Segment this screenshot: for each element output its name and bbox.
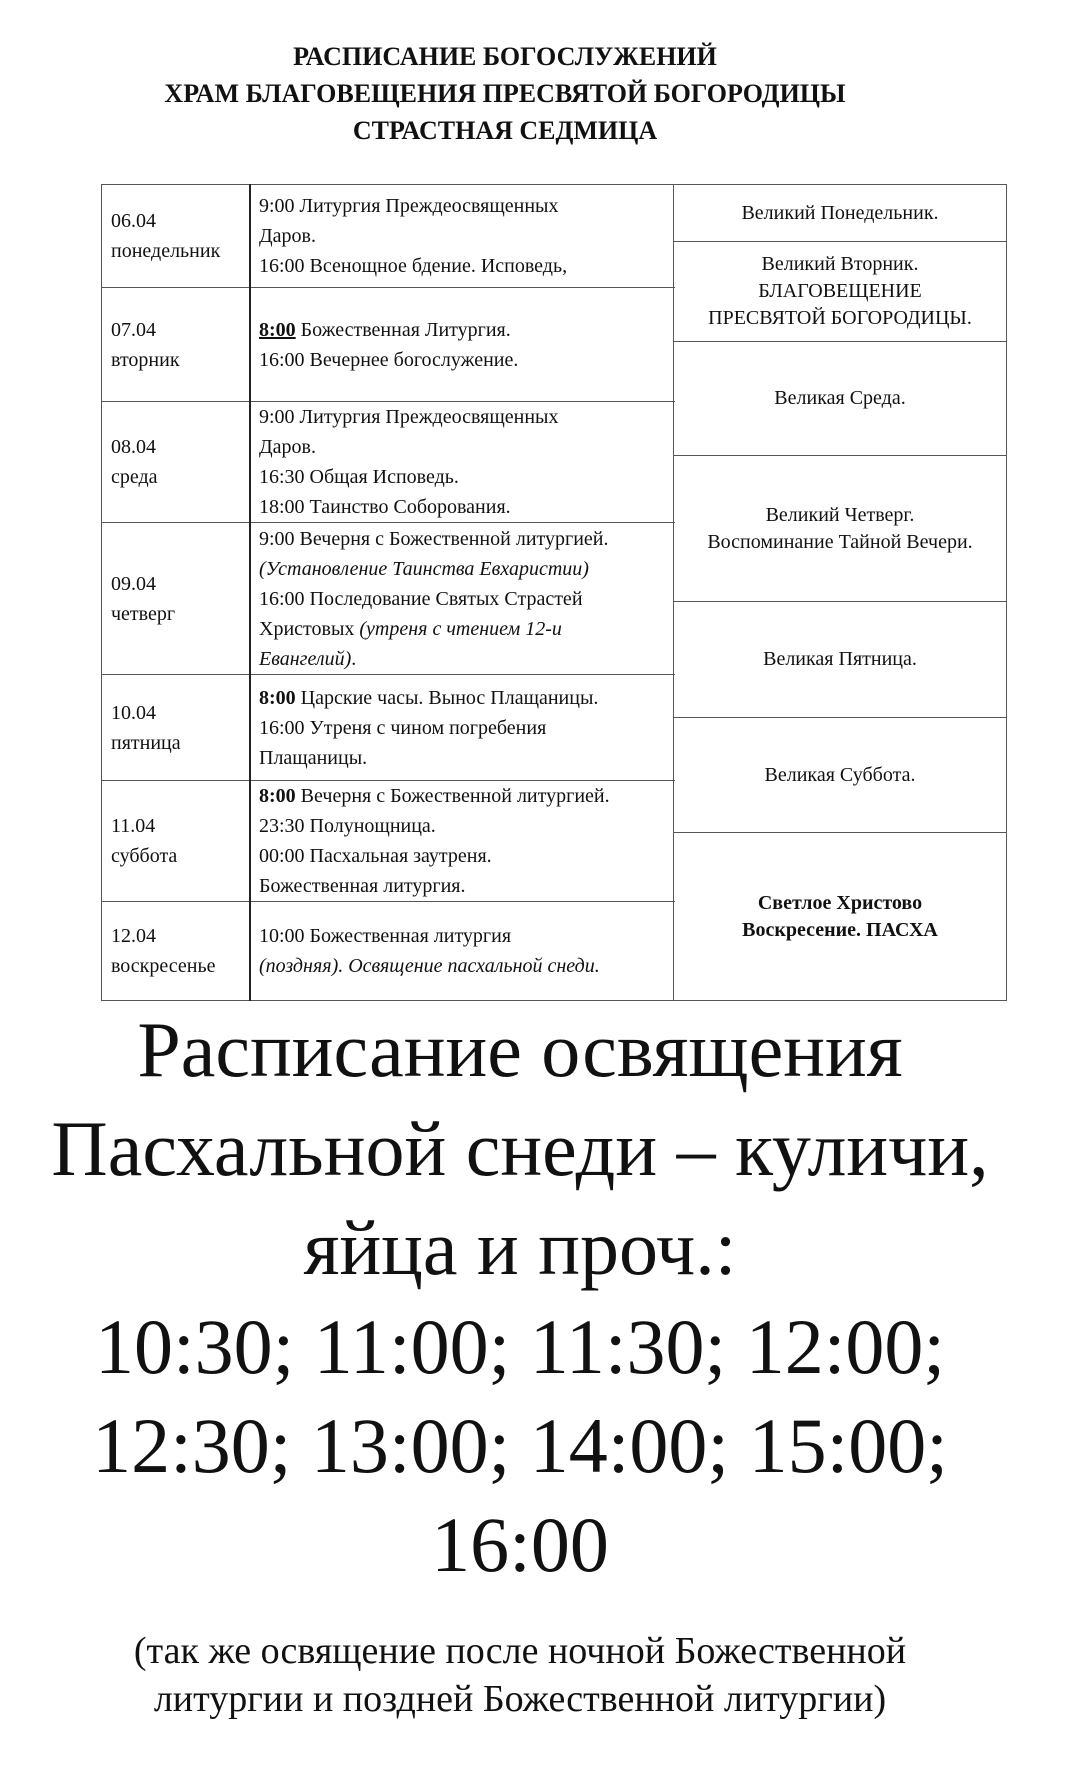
event-text: Плащаницы. <box>259 746 368 769</box>
date-cell <box>102 675 250 781</box>
feast-name <box>763 646 917 673</box>
event-text: 10:00 Божественная литургия <box>259 925 512 947</box>
feast-line: Великий Четверг. <box>765 503 915 526</box>
event-text: Даров. <box>259 436 316 458</box>
feast-name <box>742 890 938 944</box>
feast-cell <box>674 242 1006 342</box>
blessing-times-line: 12:30; 13:00; 14:00; 15:00; <box>92 1402 948 1489</box>
note-line: литургии и поздней Божественной литургии) <box>153 1678 887 1720</box>
event-text: Вечерня с Божественной литургией. <box>295 785 610 807</box>
date: 06.04 <box>111 210 156 232</box>
event-list <box>259 683 598 773</box>
weekday: четверг <box>111 602 176 625</box>
event-line <box>259 713 598 743</box>
feast-name <box>741 200 938 227</box>
blessing-heading-line: Расписание освящения <box>137 1006 903 1093</box>
event-line <box>259 462 558 492</box>
event-text: 16:00 Последование Святых Страстей <box>259 587 583 610</box>
event-text: 16:00 Утреня с чином погребения <box>259 716 547 739</box>
event-list <box>259 781 610 901</box>
event-text: 9:00 Литургия Преждеосвященных <box>259 195 559 217</box>
feast-line: ПРЕСВЯТОЙ БОГОРОДИЦЫ. <box>708 307 972 329</box>
events-cell <box>251 184 675 288</box>
feast-line: Светлое Христово <box>757 891 923 914</box>
event-line <box>259 921 600 951</box>
date: 12.04 <box>111 925 156 947</box>
event-line <box>259 743 598 773</box>
event-line <box>259 524 608 554</box>
date-cell <box>102 902 250 1001</box>
feast-name <box>774 385 905 412</box>
title-line-2: ХРАМ БЛАГОВЕЩЕНИЯ ПРЕСВЯТОЙ БОГОРОДИЦЫ <box>164 79 846 108</box>
date-column <box>101 184 250 1001</box>
event-text: Христовых <box>259 617 360 640</box>
feast-line: Воспоминание Тайной Вечери. <box>707 530 973 553</box>
event-time-emphasis: 8:00 <box>259 686 296 709</box>
event-list <box>259 921 600 981</box>
weekday: суббота <box>111 845 178 867</box>
event-list <box>259 315 518 375</box>
event-line <box>259 841 610 871</box>
title-line-3: СТРАСТНАЯ СЕДМИЦА <box>352 116 658 145</box>
event-line <box>259 402 558 432</box>
feast-name <box>765 762 916 789</box>
title-line-1: РАСПИСАНИЕ БОГОСЛУЖЕНИЙ <box>293 42 717 71</box>
event-text: 16:00 Вечернее богослужение. <box>259 348 519 371</box>
event-text: Царские часы. Вынос Плащаницы. <box>295 686 599 709</box>
event-text: 16:00 Всенощное бдение. Исповедь, <box>259 255 568 277</box>
events-column <box>249 184 675 1001</box>
date-block <box>111 921 215 981</box>
blessing-heading-line: яйца и проч.: <box>303 1204 737 1291</box>
event-list <box>259 524 608 674</box>
event-line <box>259 614 608 644</box>
date: 07.04 <box>111 318 156 341</box>
events-cell <box>251 288 675 402</box>
note-line: (так же освящение после ночной Божественной <box>133 1630 907 1672</box>
date-cell <box>102 781 250 902</box>
date: 09.04 <box>111 572 156 595</box>
date-block <box>111 206 220 266</box>
feast-cell <box>674 602 1006 718</box>
event-line <box>259 811 610 841</box>
event-text: 9:00 Вечерня с Божественной литургией. <box>259 527 609 550</box>
event-line <box>259 315 518 345</box>
date-block <box>111 569 175 629</box>
date-cell <box>102 402 250 523</box>
feast-line: Великая Суббота. <box>764 763 916 786</box>
event-time-emphasis: (Установление Таинства Евхаристии) <box>259 557 589 580</box>
event-line <box>259 345 518 375</box>
blessing-schedule <box>0 1000 1040 1594</box>
feast-cell <box>674 184 1006 242</box>
feast-cell <box>674 718 1006 833</box>
date-block <box>111 315 180 375</box>
feast-column <box>673 184 1007 1001</box>
event-text: Божественная Литургия. <box>295 318 511 341</box>
event-list <box>259 191 567 281</box>
date-block <box>111 698 181 758</box>
feast-line: Великий Понедельник. <box>741 201 939 224</box>
date-cell <box>102 184 250 288</box>
event-time-emphasis: (поздняя). Освящение пасхальной снеди. <box>259 955 600 977</box>
blessing-note <box>0 1627 1040 1723</box>
event-time-emphasis: (утреня с чтением 12-и <box>359 617 562 640</box>
events-cell <box>251 781 675 902</box>
date-block <box>111 811 177 871</box>
event-line <box>259 584 608 614</box>
feast-line: Великий Вторник. <box>761 253 919 275</box>
weekday: среда <box>111 466 158 488</box>
events-cell <box>251 402 675 523</box>
event-line <box>259 432 558 462</box>
feast-line: Великая Пятница. <box>763 648 917 670</box>
event-text: 9:00 Литургия Преждеосвященных <box>259 406 559 428</box>
date: 08.04 <box>111 436 156 458</box>
event-line <box>259 951 600 981</box>
weekday: пятница <box>111 731 181 754</box>
event-line <box>259 191 567 221</box>
feast-cell <box>674 456 1006 602</box>
feast-line: БЛАГОВЕЩЕНИЕ <box>758 280 922 302</box>
weekday: понедельник <box>111 240 221 262</box>
feast-line: Воскресение. ПАСХА <box>742 918 938 941</box>
event-line <box>259 221 567 251</box>
event-line <box>259 492 558 522</box>
event-line <box>259 683 598 713</box>
blessing-times-line: 10:30; 11:00; 11:30; 12:00; <box>94 1303 946 1390</box>
event-line <box>259 781 610 811</box>
date: 11.04 <box>111 815 156 837</box>
event-line <box>259 554 608 584</box>
date-cell <box>102 523 250 675</box>
event-text: 18:00 Таинство Соборования. <box>259 496 511 518</box>
events-cell <box>251 523 675 675</box>
event-time-emphasis: Евангелий) <box>259 647 352 670</box>
event-time-emphasis: 8:00 <box>259 785 296 807</box>
event-list <box>259 402 558 522</box>
weekday: воскресенье <box>111 955 216 977</box>
weekday: вторник <box>111 348 180 371</box>
feast-name <box>708 251 972 332</box>
events-cell <box>251 675 675 781</box>
event-time-emphasis: 8:00 <box>259 318 296 341</box>
blessing-heading-line: Пасхальной снеди – куличи, <box>51 1105 989 1192</box>
event-line <box>259 644 608 674</box>
feast-cell <box>674 342 1006 456</box>
event-text: 23:30 Полунощница. <box>259 815 436 837</box>
events-cell <box>251 902 675 1001</box>
date-cell <box>102 288 250 402</box>
event-text: 00:00 Пасхальная заутреня. <box>259 845 492 867</box>
event-text: 16:30 Общая Исповедь. <box>259 466 459 488</box>
feast-cell <box>674 833 1006 1001</box>
date: 10.04 <box>111 701 156 724</box>
blessing-times-line: 16:00 <box>431 1501 609 1588</box>
date-block <box>111 432 158 492</box>
event-text: . <box>351 647 357 670</box>
event-line <box>259 251 567 281</box>
event-text: Божественная литургия. <box>259 875 466 897</box>
event-text: Даров. <box>259 225 316 247</box>
schedule-title <box>0 38 1010 149</box>
feast-line: Великая Среда. <box>774 387 906 409</box>
feast-name <box>707 502 972 556</box>
event-line <box>259 871 610 901</box>
